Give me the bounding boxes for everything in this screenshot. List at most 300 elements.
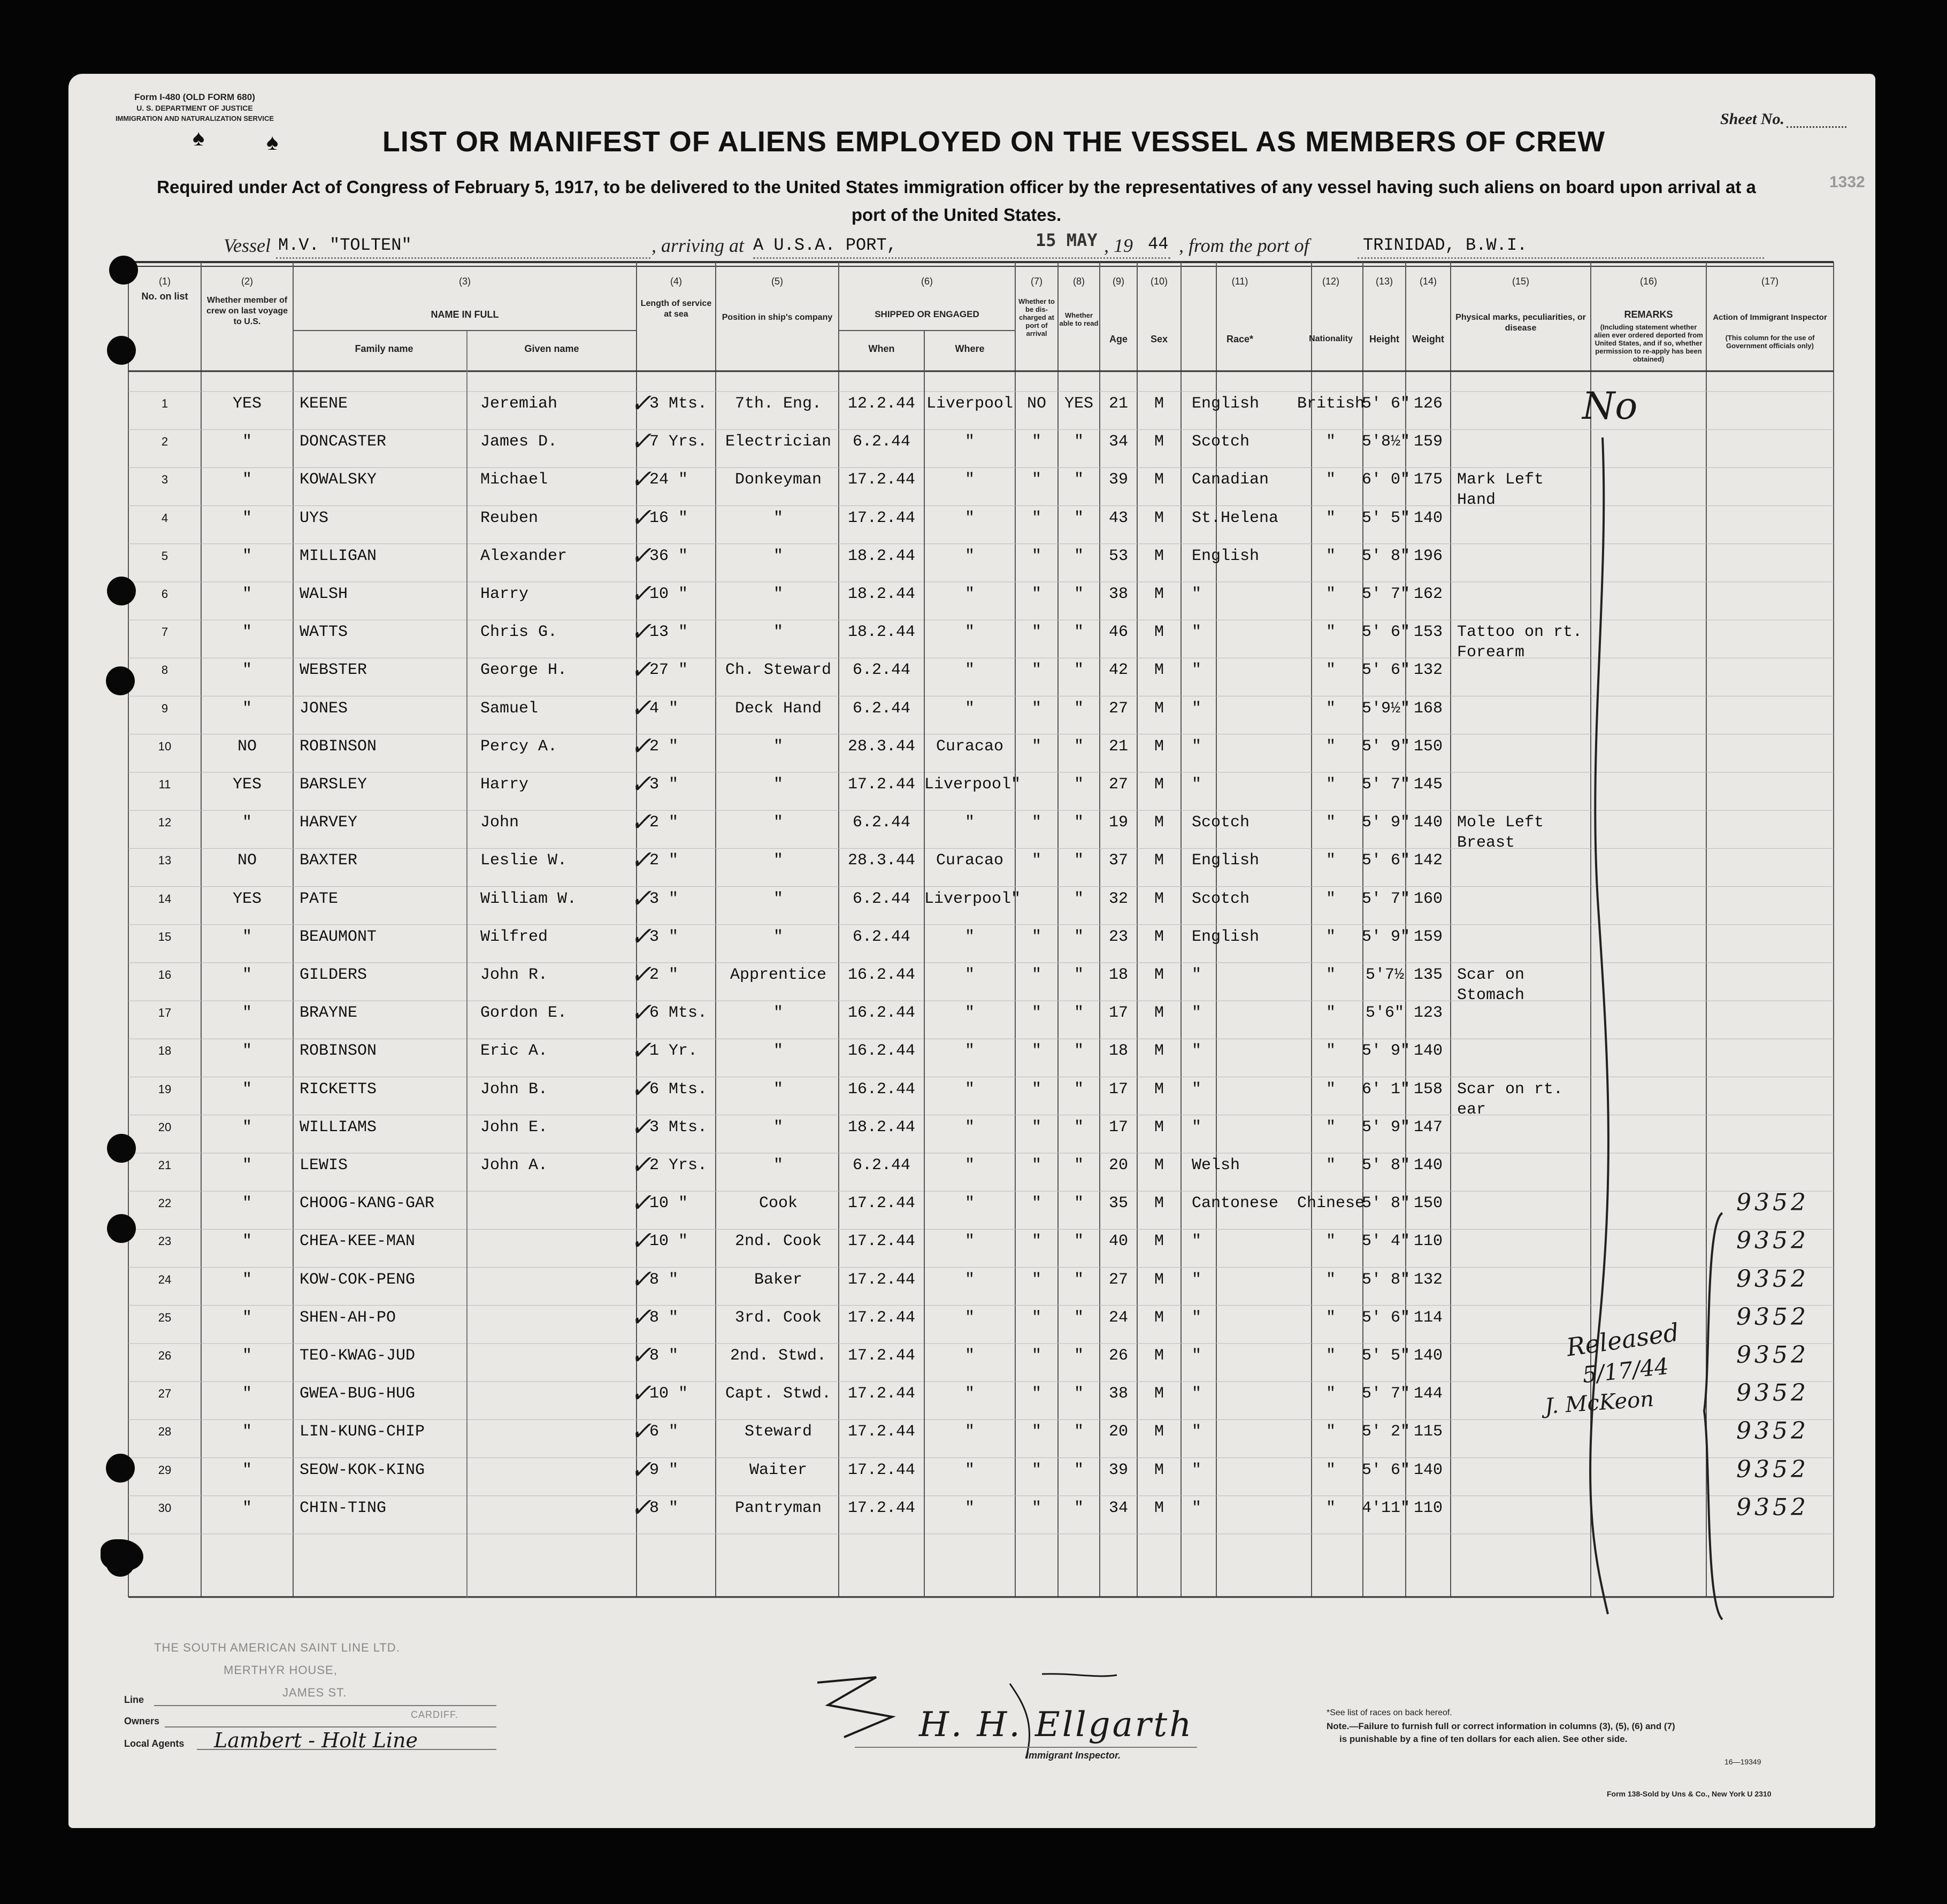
cell-read: " [1074,471,1084,489]
cell-weight: 196 [1413,547,1443,565]
cell-service: 3 " [649,889,679,908]
cell-sex: M [1154,623,1164,642]
cell-sex: M [1154,776,1164,794]
page-title: LIST OR MANIFEST OF ALIENS EMPLOYED ON THE VESSEL AS MEMBERS OF CREW [382,126,1606,158]
cell-prev: YES [232,889,262,908]
header-race: Race* [1226,334,1254,344]
cell-when: 28.3.44 [847,851,916,870]
cell-sex: M [1154,1385,1164,1403]
cell-sex: M [1154,471,1164,489]
cell-service: 2 " [649,851,679,870]
cell-weight: 140 [1413,1156,1443,1174]
cell-age: 23 [1108,927,1128,946]
cell-race: Canadian [1192,471,1269,489]
cell-service: 16 " [649,509,688,527]
cell-read: " [1074,623,1084,642]
header-remarks-note: (Including statement whether alien ever ordered deported from United States, and if so, whether permission to re-apply has been obtained) [1594,323,1703,363]
cell-race: " [1192,776,1202,794]
cell-age: 34 [1108,433,1128,451]
cell-position: " [773,1118,783,1137]
cell-disch: " [1031,1347,1041,1365]
cell-no: 10 [158,739,172,753]
cell-no: 18 [158,1044,172,1058]
cell-disch: " [1031,1194,1041,1213]
cell-position: " [773,509,783,527]
cell-given: Leslie W. [480,851,568,870]
cell-nat: " [1325,1156,1336,1174]
cell-physical-marks: Mark Left Hand [1457,471,1544,510]
check-mark-icon: ✓ [630,617,652,647]
cell-race: " [1192,1461,1202,1479]
cell-weight: 132 [1413,1270,1443,1289]
cell-race: Scotch [1192,433,1250,451]
cell-height: 5' 7" [1362,776,1411,794]
cell-when: 28.3.44 [847,737,916,756]
side-stamp: 1332 [1829,173,1865,191]
fine-note-2: is punishable by a fine of ten dollars for each alien. See other side. [1339,1734,1628,1744]
cell-nat: " [1325,699,1336,718]
cell-read: " [1074,1270,1084,1289]
line-label: Line [124,1694,144,1705]
cell-where: " [964,433,975,451]
check-mark-icon: ✓ [630,1073,652,1104]
form-code: 16—19349 [1724,1757,1761,1766]
subtitle-line-1: Required under Act of Congress of February 5, 1917, to be delivered to the United States immigration officer by the representatives of any vessel having such aliens on board upon arrival at a [157,177,1756,197]
header-family-name: Family name [355,343,413,354]
cell-no: 5 [161,549,168,563]
header-nationality: Nationality [1309,334,1353,343]
cell-no: 19 [158,1082,172,1096]
cell-prev: " [242,623,252,642]
cell-race: " [1192,585,1202,603]
cell-read: " [1074,585,1084,603]
cell-disch: " [1031,813,1041,832]
cell-family: CHEA-KEE-MAN [300,1232,416,1251]
check-mark-icon: ✓ [630,464,652,495]
cell-sex: M [1154,1004,1164,1023]
cell-nat: " [1325,889,1336,908]
cell-race: " [1192,1004,1202,1023]
cell-service: 8 " [649,1270,679,1289]
cell-age: 43 [1108,509,1128,527]
local-agents-label: Local Agents [124,1738,185,1749]
cell-weight: 150 [1413,737,1443,756]
cell-physical-marks: Tattoo on rt. Forearm [1457,623,1583,662]
cell-height: 5'9½" [1362,699,1411,718]
cell-age: 46 [1108,623,1128,642]
cell-sex: M [1154,509,1164,527]
cell-nat: " [1325,585,1336,603]
cell-given: John R. [480,966,548,984]
cell-position: " [773,1080,783,1099]
cell-race: Scotch [1192,813,1250,832]
cell-prev: " [242,1385,252,1403]
cell-disch: " [1031,1270,1041,1289]
cell-sex: M [1154,927,1164,946]
year-label: , 19 [1104,235,1133,256]
cell-nat: " [1325,471,1336,489]
cell-disch: " [1031,509,1041,527]
cell-where: " [964,1347,975,1365]
cell-height: 5' 6" [1362,395,1411,413]
cell-family: CHIN-TING [300,1499,387,1517]
service-name: IMMIGRATION AND NATURALIZATION SERVICE [115,114,274,122]
cell-height: 5' 7" [1362,585,1411,603]
cell-age: 24 [1108,1308,1128,1327]
cell-weight: 168 [1413,699,1443,718]
cell-no: 21 [158,1158,172,1172]
cell-weight: 140 [1413,1461,1443,1479]
fine-note-1: Note.—Failure to furnish full or correct information in columns (3), (5), (6) and (7) [1327,1721,1675,1731]
cell-race: " [1192,1232,1202,1251]
cell-where: " [964,661,975,680]
cell-weight: 175 [1413,471,1443,489]
cell-no: 29 [158,1463,172,1477]
inspector-label: Immigrant Inspector. [1026,1750,1121,1761]
cell-where: " [964,1270,975,1289]
check-mark-icon: ✓ [630,959,652,989]
cell-sex: M [1154,1118,1164,1137]
cell-sex: M [1154,547,1164,565]
cell-no: 9 [161,701,168,715]
cell-disch: " [1031,1499,1041,1517]
cell-nat: " [1325,623,1336,642]
cell-when: 17.2.44 [847,471,916,489]
cell-weight: 158 [1413,1080,1443,1099]
cell-race: " [1192,1385,1202,1403]
cell-race: Scotch [1192,889,1250,908]
cell-service: 10 " [649,1232,688,1251]
cell-prev: " [242,471,252,489]
cell-sex: M [1154,1308,1164,1327]
cell-given: Chris G. [480,623,558,642]
punch-hole [107,1214,136,1243]
released-note: Released [1565,1317,1681,1362]
cell-position: Donkeyman [734,471,822,489]
cell-weight: 110 [1413,1499,1443,1517]
check-mark-icon: ✓ [630,1264,652,1294]
cell-nat: " [1325,1499,1336,1517]
vessel-name: M.V. "TOLTEN" [278,235,412,255]
cell-family: RICKETTS [300,1080,377,1099]
cell-service: 10 " [649,1194,688,1213]
cell-height: 5' 8" [1362,547,1411,565]
cell-family: BEAUMONT [300,927,377,946]
cell-sex: M [1154,1461,1164,1479]
cell-sex: M [1154,737,1164,756]
cell-race: Welsh [1192,1156,1240,1174]
cell-when: 6.2.44 [852,927,911,946]
cell-where: " [964,1004,975,1023]
cell-service: 13 " [649,623,688,642]
cell-position: " [773,776,783,794]
cell-family: KEENE [300,395,348,413]
cell-no: 7 [161,625,168,639]
cell-read: " [1074,1004,1084,1023]
cell-where: " [964,509,975,527]
cell-position: 2nd. Cook [734,1232,822,1251]
cell-disch: NO [1026,395,1046,413]
cell-inspector-action: 9352 [1736,1265,1809,1293]
cell-nat: " [1325,851,1336,870]
company-stamp-line-4: CARDIFF. [411,1709,458,1720]
check-mark-icon: ✓ [630,1035,652,1066]
cell-where: " [964,1118,975,1137]
cell-position: " [773,623,783,642]
cell-prev: NO [237,737,257,756]
header-when: When [868,343,895,354]
cell-height: 5' 9" [1362,1118,1411,1137]
cell-service: 7 Yrs. [649,433,708,451]
check-mark-icon: ✓ [630,579,652,609]
cell-family: UYS [300,509,329,527]
header-height: Height [1369,334,1399,344]
cell-given: Samuel [480,699,539,718]
cell-no: 2 [161,435,168,449]
cell-prev: " [242,1156,252,1174]
cell-age: 19 [1108,813,1128,832]
cell-when: 18.2.44 [847,547,916,565]
sheet-no-field [1787,126,1846,128]
header-length-of-service: Length of service at sea [640,299,712,319]
column-number-17: (17) [1761,276,1779,287]
cell-read: " [1074,509,1084,527]
check-mark-icon: ✓ [630,921,652,951]
cell-nat: British [1297,395,1365,413]
header-no-on-list: No. on list [141,291,188,302]
cell-where: Curacao [936,851,1004,870]
cell-height: 5' 6" [1362,851,1411,870]
cell-when: 16.2.44 [847,966,916,984]
cell-weight: 126 [1413,395,1443,413]
cell-sex: M [1154,1499,1164,1517]
cell-given: Reuben [480,509,539,527]
printer-note: Form 138-Sold by Uns & Co., New York U 2310 [1607,1790,1772,1798]
cell-disch: " [1031,1156,1041,1174]
cell-no: 4 [161,511,168,525]
remarks-no: No [1582,384,1638,428]
cell-no: 24 [158,1272,172,1286]
cell-read: " [1074,1118,1084,1137]
cell-age: 35 [1108,1194,1128,1213]
check-mark-icon: ✓ [630,1226,652,1256]
cell-no: 27 [158,1387,172,1401]
cell-where: " [964,471,975,489]
cell-when: 18.2.44 [847,1118,916,1137]
cell-no: 26 [158,1349,172,1362]
cell-service: 10 " [649,585,688,603]
cell-weight: 115 [1413,1423,1443,1441]
cell-prev: YES [232,776,262,794]
cell-race: " [1192,1118,1202,1137]
check-mark-icon: ✓ [630,1492,652,1523]
cell-disch: " [1031,1385,1041,1403]
cell-weight: 114 [1413,1308,1443,1327]
cell-height: 5' 9" [1362,1042,1411,1061]
cell-weight: 135 [1413,966,1443,984]
cell-family: ROBINSON [300,737,377,756]
cell-family: CHOOG-KANG-GAR [300,1194,435,1213]
cell-nat: " [1325,966,1336,984]
cell-height: 5' 8" [1362,1270,1411,1289]
cell-position: 2nd. Stwd. [730,1347,827,1365]
punch-hole [107,336,136,365]
vessel-label: Vessel [224,235,271,256]
header-discharged: Whether to be dis-charged at port of arrival [1018,297,1055,337]
check-mark-icon: ✓ [630,426,652,457]
cell-sex: M [1154,1156,1164,1174]
cell-weight: 132 [1413,661,1443,680]
cell-read: " [1074,737,1084,756]
cell-position: " [773,1004,783,1023]
cell-given: Eric A. [480,1042,548,1061]
cell-race: " [1192,966,1202,984]
arriving-port: A U.S.A. PORT, [753,235,897,255]
cell-nat: " [1325,1004,1336,1023]
cell-nat: " [1325,927,1336,946]
header-where: Where [955,343,985,354]
cell-when: 17.2.44 [847,1385,916,1403]
header-given-name: Given name [524,343,579,354]
cell-age: 18 [1108,1042,1128,1061]
cell-prev: " [242,966,252,984]
cell-read: " [1074,1423,1084,1441]
cell-race: English [1192,395,1260,413]
from-port: TRINIDAD, B.W.I. [1363,235,1528,255]
cell-position: Steward [744,1423,812,1441]
check-mark-icon: ✓ [630,502,652,533]
cell-where: " [964,1461,975,1479]
cell-prev: " [242,509,252,527]
cell-disch: " [1031,1042,1041,1061]
cell-age: 20 [1108,1423,1128,1441]
cell-height: 5'8½" [1362,433,1411,451]
column-number-11: (11) [1231,276,1248,287]
cell-nat: Chinese [1297,1194,1365,1213]
check-mark-icon: ✓ [630,693,652,723]
inspector-signature: H. H. Ellgarth [919,1705,1194,1745]
cell-no: 14 [158,892,172,905]
cell-service: 3 Mts. [649,1118,708,1137]
cell-race: " [1192,1423,1202,1441]
cell-given: Gordon E. [480,1004,568,1023]
cell-inspector-action: 9352 [1736,1417,1809,1445]
cell-family: BRAYNE [300,1004,358,1023]
cell-when: 17.2.44 [847,776,916,794]
cell-prev: " [242,699,252,718]
cell-height: 5' 6" [1362,623,1411,642]
column-number-14: (14) [1419,276,1437,287]
cell-when: 12.2.44 [847,395,916,413]
cell-position: " [773,927,783,946]
cell-nat: " [1325,433,1336,451]
cell-given: James D. [480,433,558,451]
cell-where: " [964,1194,975,1213]
cell-nat: " [1325,1423,1336,1441]
column-number-8: (8) [1073,276,1085,287]
cell-prev: " [242,927,252,946]
cell-no: 22 [158,1196,172,1210]
cell-position: 3rd. Cook [734,1308,822,1327]
cell-prev: " [242,1423,252,1441]
cell-where: " [964,699,975,718]
cell-age: 17 [1108,1004,1128,1023]
cell-service: 27 " [649,661,688,680]
cell-given: Percy A. [480,737,558,756]
cell-height: 4'11" [1362,1499,1411,1517]
cell-age: 20 [1108,1156,1128,1174]
cell-weight: 140 [1413,1042,1443,1061]
action-brace [1695,1208,1727,1625]
cell-where: " [964,1308,975,1327]
cell-sex: M [1154,1270,1164,1289]
cell-where: Liverpool [926,395,1014,413]
cell-height: 5' 6" [1362,1461,1411,1479]
cell-weight: 123 [1413,1004,1443,1023]
cell-race: " [1192,737,1202,756]
cell-age: 40 [1108,1232,1128,1251]
cell-when: 16.2.44 [847,1080,916,1099]
cell-sex: M [1154,1232,1164,1251]
header-name-in-full: NAME IN FULL [431,309,499,320]
cell-no: 28 [158,1425,172,1439]
cell-service: 3 " [649,776,679,794]
cell-family: KOWALSKY [300,471,377,489]
column-number-3: (3) [459,276,471,287]
punch-hole [109,256,138,285]
cell-family: ROBINSON [300,1042,377,1061]
cell-nat: " [1325,1308,1336,1327]
page-subtitle [101,173,1812,229]
cell-no: 16 [158,968,172,981]
cell-read: " [1074,661,1084,680]
cell-position: Ch. Steward [725,661,832,680]
cell-given: John E. [480,1118,548,1137]
cell-sex: M [1154,966,1164,984]
check-mark-icon: ✓ [630,388,652,418]
cell-read: " [1074,966,1084,984]
cell-physical-marks: Mole Left Breast [1457,813,1544,853]
cell-race: English [1192,927,1260,946]
cell-race: " [1192,1499,1202,1517]
cell-position: Cook [758,1194,798,1213]
manifest-sheet [68,74,1875,1828]
cell-sex: M [1154,585,1164,603]
cell-read: " [1074,1232,1084,1251]
cell-read: " [1074,776,1084,794]
cell-age: 17 [1108,1080,1128,1099]
cell-read: " [1074,1308,1084,1327]
cell-disch: " [1031,433,1041,451]
cell-read: " [1074,699,1084,718]
cell-when: 17.2.44 [847,1232,916,1251]
cell-when: 6.2.44 [852,813,911,832]
cell-service: 9 " [649,1461,679,1479]
cell-family: BARSLEY [300,776,367,794]
cell-age: 39 [1108,471,1128,489]
cell-race: " [1192,1347,1202,1365]
header-position: Position in ship's company [722,313,833,322]
cell-service: 3 Mts. [649,395,708,413]
column-number-1: (1) [159,276,171,287]
check-mark-icon: ✓ [630,540,652,571]
arriving-label: , arriving at [651,235,745,256]
cell-race: " [1192,1080,1202,1099]
cell-weight: 153 [1413,623,1443,642]
cell-disch: " [1031,966,1041,984]
cell-nat: " [1325,1080,1336,1099]
cell-read: " [1074,1156,1084,1174]
